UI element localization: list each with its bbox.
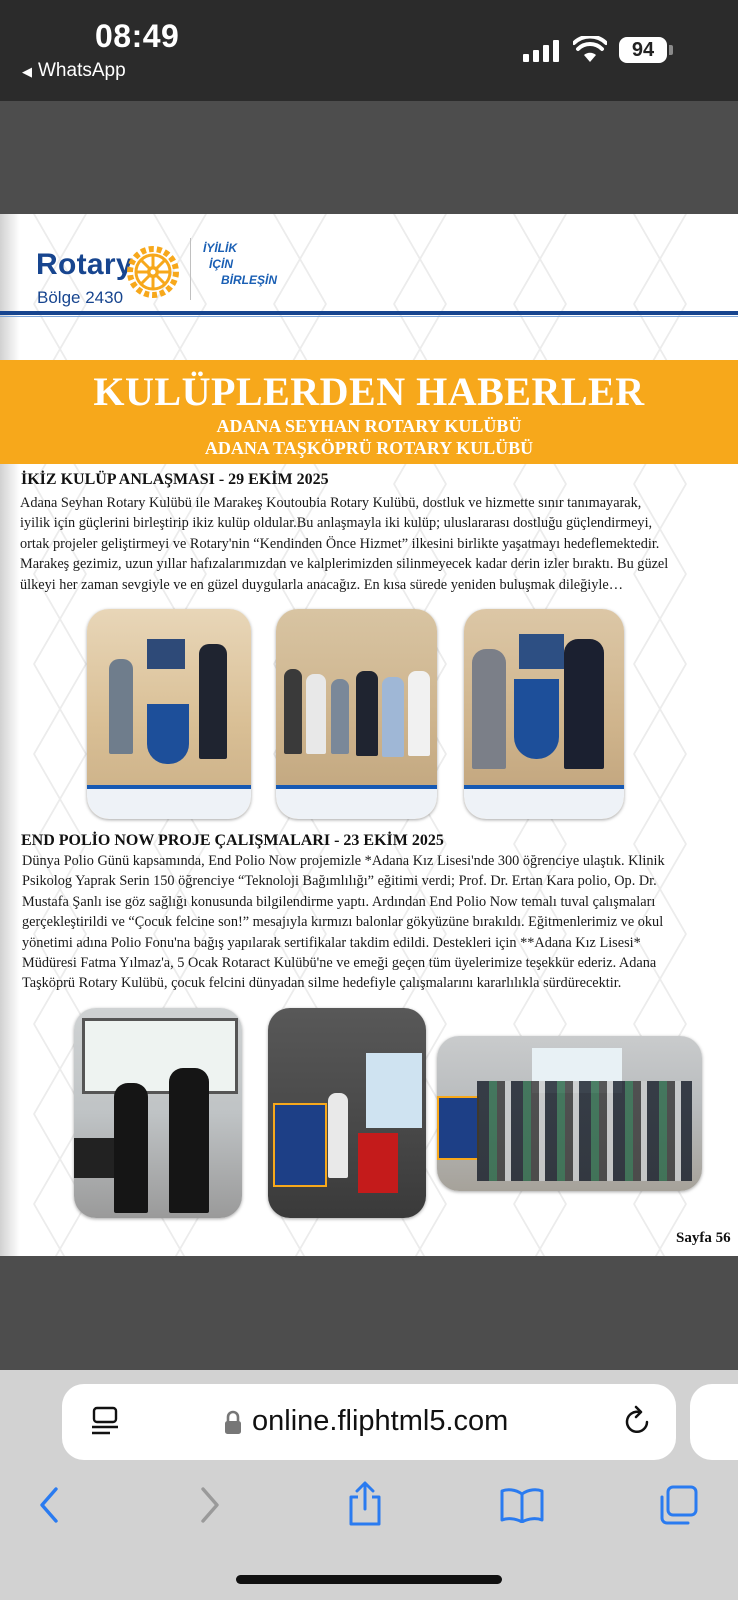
article2-line: Mustafa Şanlı ise göz sağlığı konusunda bilgilendirme yaptı. Ardından End Polio Now temalı tuval çalışmaları xyxy=(22,893,656,910)
magazine-page[interactable] xyxy=(0,214,738,1256)
forward-chevron-icon[interactable] xyxy=(197,1485,223,1525)
article2-line: yönetimi adına Polio Fonu'na bağış yapılarak sertifikalar takdim edildi. Destekleri için **Adana Kız Lisesi* xyxy=(22,934,641,951)
home-indicator[interactable] xyxy=(236,1575,502,1584)
lock-icon xyxy=(224,1410,242,1436)
page-number: Sayfa 56 xyxy=(676,1230,731,1246)
back-app-label: WhatsApp xyxy=(38,60,126,81)
article1-line: Marakeş gezimiz, uzun yıllar hafızalarımızdan ve kalplerimizden silinmeyecek kadar derin izler bıraktı. Bu güzel xyxy=(20,556,669,573)
photo-polio-1 xyxy=(74,1008,242,1218)
logo-wordmark: Rotary xyxy=(36,248,133,281)
back-triangle-icon: ◀ xyxy=(22,64,32,79)
banner-title: KULÜPLERDEN HABERLER xyxy=(93,369,645,414)
article1-line: Adana Seyhan Rotary Kulübü ile Marakeş Koutoubia Rotary Kulübü, dostluk ve hizmette sınır tanımayarak, xyxy=(20,495,642,511)
battery-cap-icon xyxy=(669,45,673,55)
slogan-line-1: İYİLİK xyxy=(203,241,238,255)
photo-polio-3 xyxy=(437,1036,702,1191)
page-menu-icon[interactable] xyxy=(90,1406,120,1438)
cellular-signal-icon xyxy=(523,40,561,62)
header-rule-thin xyxy=(0,316,738,317)
back-chevron-icon[interactable] xyxy=(36,1485,62,1525)
article1-heading: İKİZ KULÜP ANLAŞMASI - 29 EKİM 2025 xyxy=(21,471,329,488)
rotary-wheel-icon xyxy=(125,244,181,300)
article2-body xyxy=(22,851,734,994)
next-tab-preview[interactable] xyxy=(690,1384,738,1460)
slogan xyxy=(203,240,277,288)
slogan-line-3: BİRLEŞİN xyxy=(221,273,278,287)
slogan-line-2: İÇİN xyxy=(209,257,233,271)
photo-twin-club-1 xyxy=(87,609,251,819)
article2-line: Dünya Polio Günü kapsamında, End Polio Now projemizle *Adana Kız Lisesi'nde 300 öğrenciye ulaştık. Klinik xyxy=(22,853,665,869)
article1-body xyxy=(20,493,734,595)
url-text[interactable]: online.fliphtml5.com xyxy=(252,1405,509,1437)
article1-line: ortak projeler geliştirmeyi ve Rotary'nin “Kendinden Önce Hizmet” ilkesini birlikte yaşatmayı hedeflemektedir. xyxy=(20,535,660,552)
article2-line: Müdüresi Fatma Yılmaz'a, 5 Ocak Rotaract Kulübü'ne ve emeği geçen tüm üyelerimize teşekkür ederiz. Adana xyxy=(22,955,657,972)
header-rule xyxy=(0,311,738,315)
photo-twin-club-3 xyxy=(464,609,624,819)
bookmarks-icon[interactable] xyxy=(500,1487,544,1523)
banner-club-1: ADANA SEYHAN ROTARY KULÜBÜ xyxy=(216,416,522,436)
tabs-icon[interactable] xyxy=(657,1484,699,1526)
logo-divider xyxy=(190,238,191,300)
article1-line: iyilik için güçlerini birleştirip ikiz kulüp oldular.Bu anlaşmayla iki kulüp; uluslararası dostluğu güçlendirmeyi, xyxy=(20,515,653,532)
back-to-app-link[interactable] xyxy=(22,60,126,82)
photo-polio-2 xyxy=(268,1008,426,1218)
section-banner xyxy=(0,360,738,464)
battery-indicator: 94 xyxy=(619,37,667,63)
article2-line: gerçekleştirildi ve “Çocuk felcine son!” mesajıyla kırmızı balonlar gökyüzüne bırakıldı. Eğitmenlerimiz ve okul xyxy=(22,914,664,931)
reload-icon[interactable] xyxy=(623,1405,653,1437)
logo-region: Bölge 2430 xyxy=(37,288,124,307)
article1-line: ülkeyi her zaman sevgiyle ve en güzel duygularla anacağız. En kısa sürede yeniden buluşmak dileğiyle… xyxy=(20,576,624,593)
share-icon[interactable] xyxy=(346,1481,384,1527)
wifi-icon xyxy=(573,36,607,64)
article2-line: Taşköprü Rotary Kulübü, çocuk felcini dünyadan silme hedefiyle çalışmalarını kararlılıkla sürdürecektir. xyxy=(22,975,622,992)
banner-club-2: ADANA TAŞKÖPRÜ ROTARY KULÜBÜ xyxy=(204,438,534,458)
article2-line: Psikolog Yaprak Serin 150 öğrenciye “Teknoloji Bağımlılığı” eğitimi verdi; Prof. Dr. Ertan Kara polio, Op. Dr. xyxy=(22,873,657,890)
status-bar xyxy=(0,0,738,101)
clock: 08:49 xyxy=(95,18,180,54)
article2-heading: END POLİO NOW PROJE ÇALIŞMALARI - 23 EKİM 2025 xyxy=(21,832,444,849)
photo-twin-club-2 xyxy=(276,609,437,819)
